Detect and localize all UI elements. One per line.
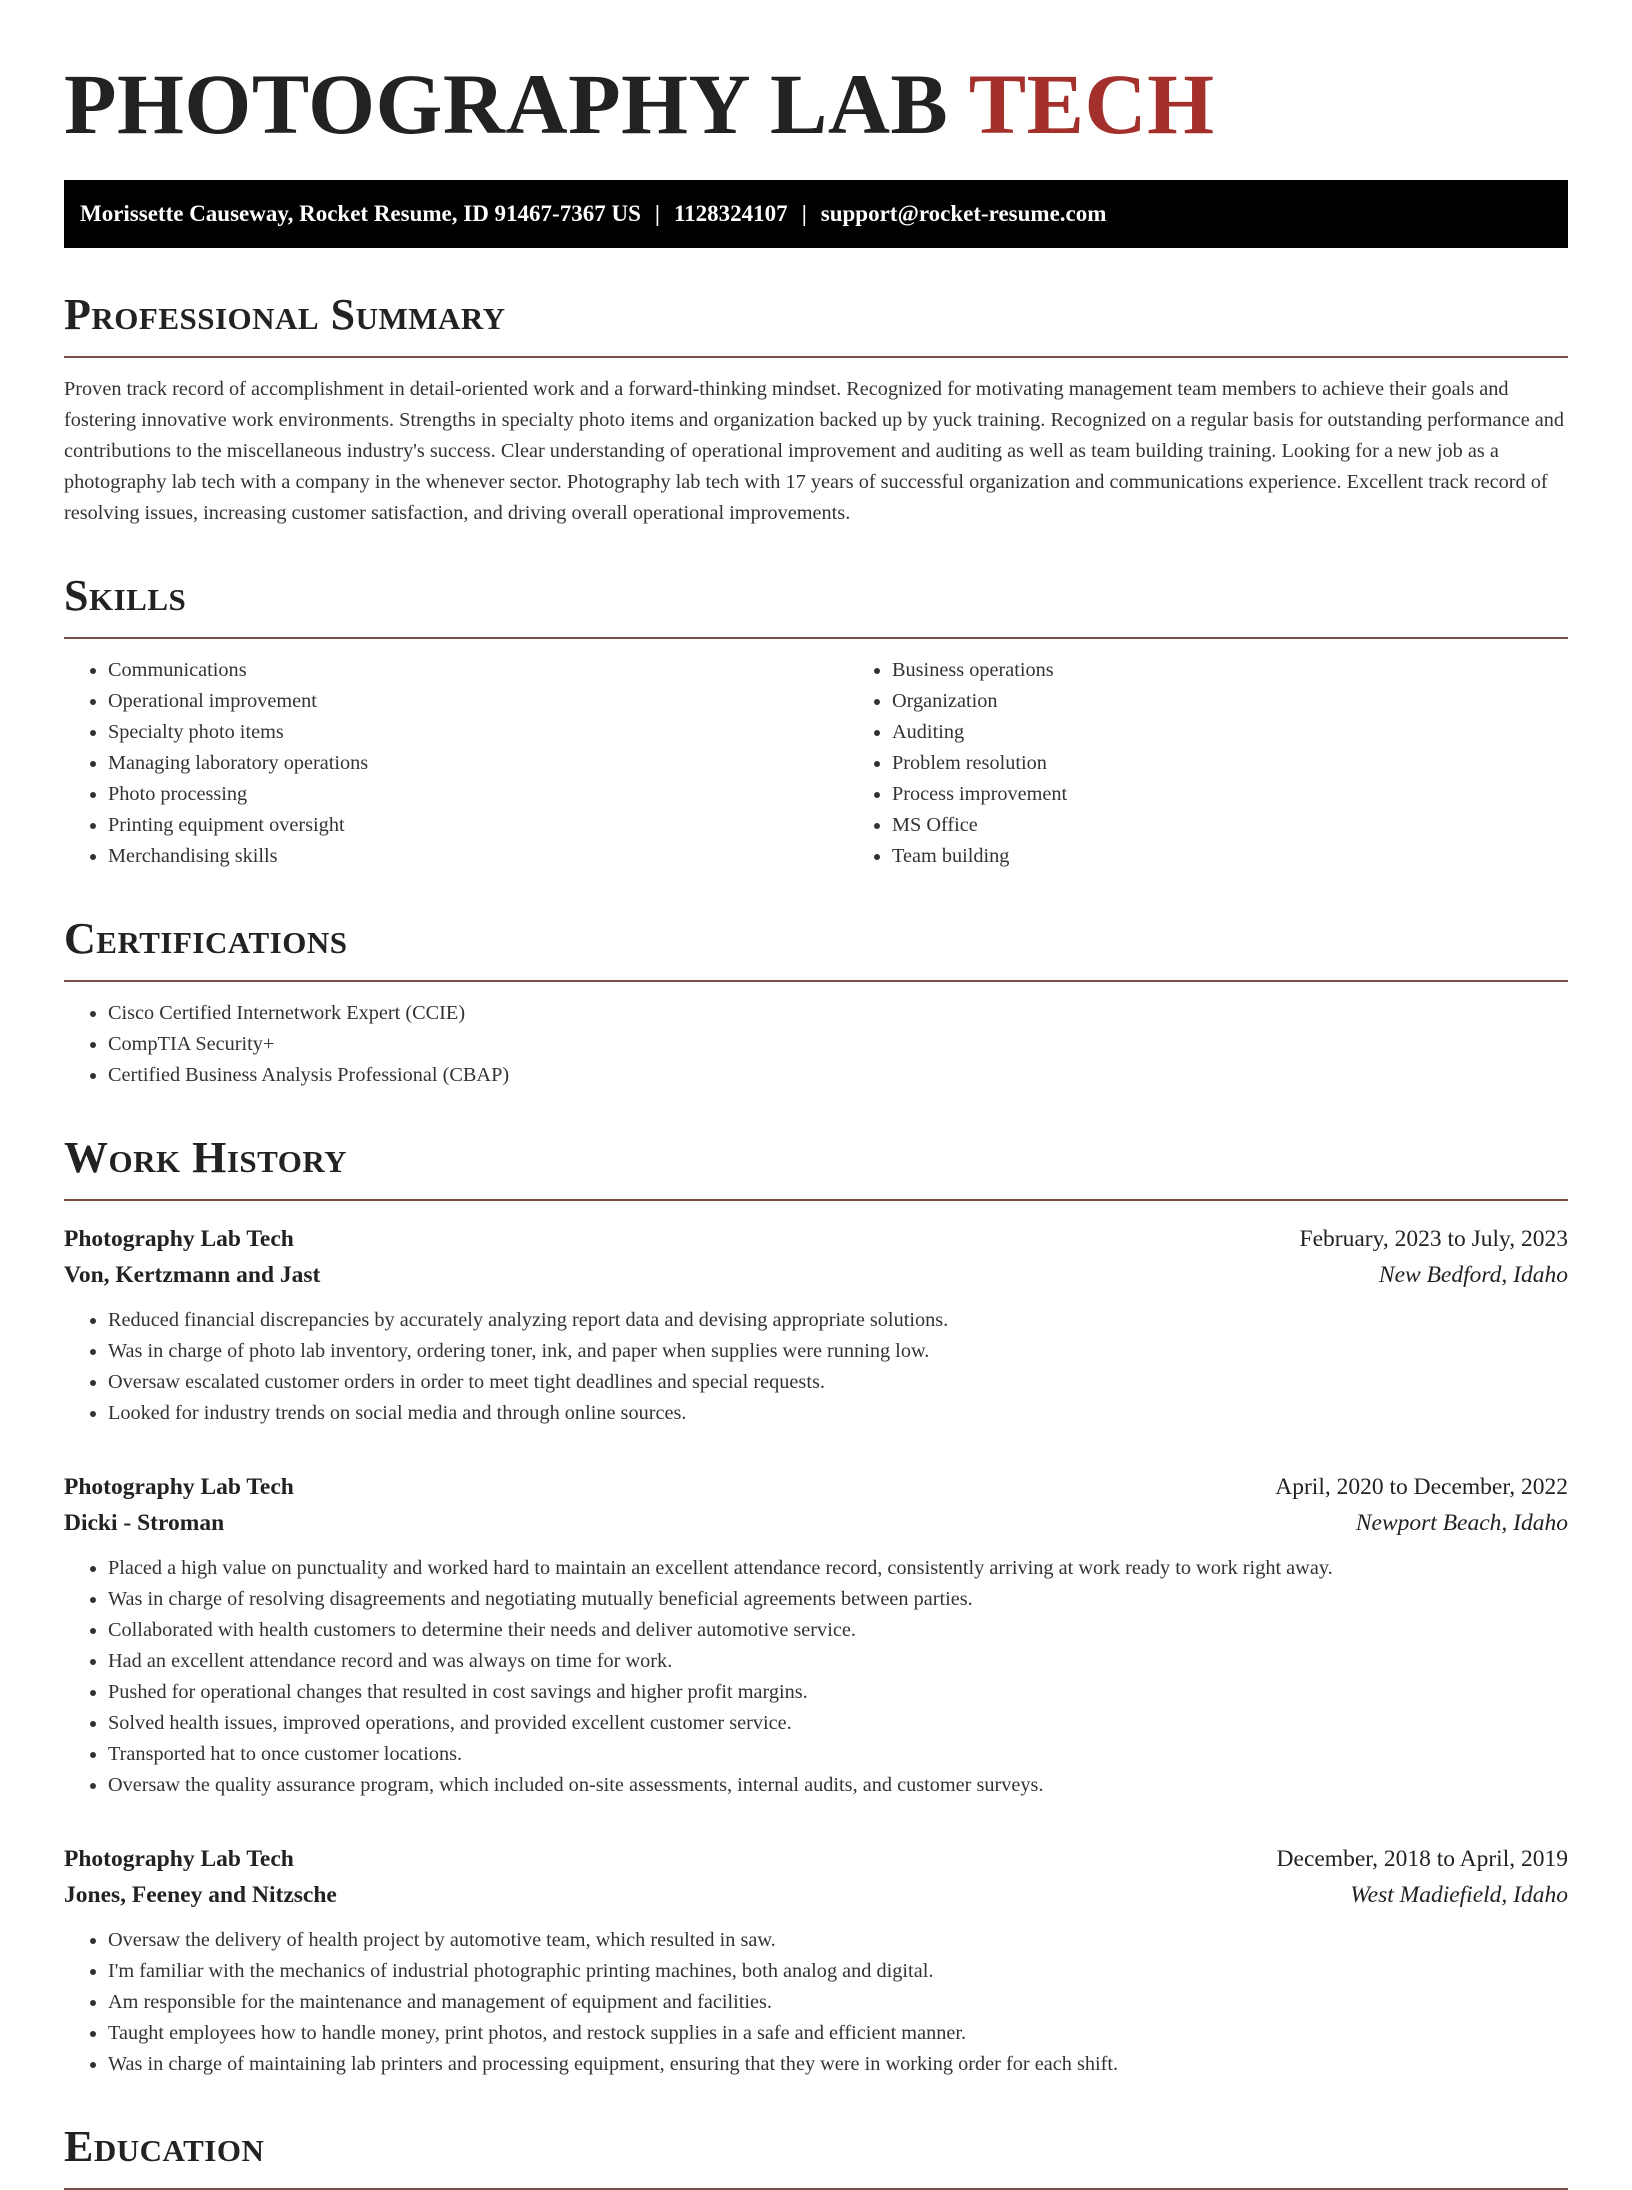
skill-item: • Organization bbox=[892, 686, 1632, 717]
section-title-work-history: Work History bbox=[64, 1133, 348, 1182]
certification-item: • CompTIA Security+ bbox=[108, 1029, 1568, 1060]
resume-name bbox=[64, 0, 1568, 152]
skills-list-left bbox=[64, 655, 848, 872]
job-location: New Bedford, Idaho bbox=[1378, 1262, 1568, 1288]
job-company-row bbox=[64, 1505, 1568, 1541]
contact-address: Morissette Causeway, Rocket Resume, ID 91467-7367 US bbox=[80, 201, 641, 226]
job-company: Dicki - Stroman bbox=[64, 1510, 225, 1536]
certification-item: • Cisco Certified Internetwork Expert (CCIE) bbox=[108, 998, 1568, 1029]
job-location: West Madiefield, Idaho bbox=[1350, 1882, 1568, 1908]
certifications-section bbox=[64, 914, 1568, 1091]
skills-columns bbox=[64, 655, 1568, 872]
skill-item: • Process improvement bbox=[892, 779, 1632, 810]
job-bullet: • Was in charge of resolving disagreements and negotiating mutually beneficial agreements between parties. bbox=[108, 1584, 1568, 1615]
job-bullet: • Am responsible for the maintenance and management of equipment and facilities. bbox=[108, 1987, 1568, 2018]
work-history-section bbox=[64, 1133, 1568, 2080]
summary-section bbox=[64, 290, 1568, 529]
skills-list-right bbox=[848, 655, 1632, 872]
certification-item: • Certified Business Analysis Professional (CBAP) bbox=[108, 1060, 1568, 1091]
skill-item: • Operational improvement bbox=[108, 686, 848, 717]
job-bullet: • Was in charge of maintaining lab printers and processing equipment, ensuring that they were in working order for each shift. bbox=[108, 2049, 1568, 2080]
job-bullet: • Pushed for operational changes that resulted in cost savings and higher profit margins. bbox=[108, 1677, 1568, 1708]
certifications-list bbox=[64, 998, 1568, 1091]
job-header-row bbox=[64, 1469, 1568, 1505]
contact-separator: | bbox=[654, 201, 660, 226]
job-bullets bbox=[64, 1925, 1568, 2080]
job-bullet: • Had an excellent attendance record and was always on time for work. bbox=[108, 1646, 1568, 1677]
skill-item: • Specialty photo items bbox=[108, 717, 848, 748]
job-header-row bbox=[64, 1841, 1568, 1877]
job-header-row bbox=[64, 1221, 1568, 1257]
job-company: Von, Kertzmann and Jast bbox=[64, 1262, 321, 1288]
section-divider bbox=[64, 356, 1568, 358]
section-divider bbox=[64, 1199, 1568, 1201]
skill-item: • Printing equipment oversight bbox=[108, 810, 848, 841]
skill-item: • Problem resolution bbox=[892, 748, 1632, 779]
job-bullet: • Oversaw escalated customer orders in order to meet tight deadlines and special requests. bbox=[108, 1367, 1568, 1398]
section-title-certifications: Certifications bbox=[64, 914, 348, 963]
job-bullets bbox=[64, 1305, 1568, 1429]
job-location: Newport Beach, Idaho bbox=[1355, 1510, 1568, 1536]
job-dates: February, 2023 to July, 2023 bbox=[1299, 1226, 1568, 1252]
skill-item: • Managing laboratory operations bbox=[108, 748, 848, 779]
skill-item: • Team building bbox=[892, 841, 1632, 872]
job-company: Jones, Feeney and Nitzsche bbox=[64, 1882, 337, 1908]
job-company-row bbox=[64, 1877, 1568, 1913]
job-entry bbox=[64, 1841, 1568, 2080]
job-bullets bbox=[64, 1553, 1568, 1801]
name-accent: TECH bbox=[968, 56, 1215, 152]
job-bullet: • I'm familiar with the mechanics of industrial photographic printing machines, both analog and digital. bbox=[108, 1956, 1568, 1987]
skill-item: • MS Office bbox=[892, 810, 1632, 841]
job-title: Photography Lab Tech bbox=[64, 1226, 294, 1252]
section-title-skills: Skills bbox=[64, 571, 187, 620]
job-bullet: • Reduced financial discrepancies by accurately analyzing report data and devising appropriate solutions. bbox=[108, 1305, 1568, 1336]
job-bullet: • Transported hat to once customer locations. bbox=[108, 1739, 1568, 1770]
section-divider bbox=[64, 980, 1568, 982]
job-title: Photography Lab Tech bbox=[64, 1474, 294, 1500]
job-bullet: • Taught employees how to handle money, print photos, and restock supplies in a safe and efficient manner. bbox=[108, 2018, 1568, 2049]
section-title-education: Education bbox=[64, 2122, 265, 2171]
resume-page bbox=[64, 0, 1568, 2190]
job-bullet: • Was in charge of photo lab inventory, ordering toner, ink, and paper when supplies were running low. bbox=[108, 1336, 1568, 1367]
skill-item: • Auditing bbox=[892, 717, 1632, 748]
skill-item: • Business operations bbox=[892, 655, 1632, 686]
section-title-summary: Professional Summary bbox=[64, 290, 506, 339]
job-entry bbox=[64, 1469, 1568, 1801]
job-bullet: • Oversaw the quality assurance program, which included on-site assessments, internal audits, and customer surveys. bbox=[108, 1770, 1568, 1801]
job-bullet: • Looked for industry trends on social media and through online sources. bbox=[108, 1398, 1568, 1429]
name-main: PHOTOGRAPHY LAB bbox=[64, 56, 949, 152]
job-dates: April, 2020 to December, 2022 bbox=[1275, 1474, 1568, 1500]
skill-item: • Photo processing bbox=[108, 779, 848, 810]
summary-text: Proven track record of accomplishment in detail-oriented work and a forward-thinking mindset. Recognized for motivating management team members to achieve their goals and fostering innovative work environments. Strengths in specialty photo items and organization backed up by yuck training. Recognized on a regular basis for outstanding performance and contributions to the miscellaneous industry's success. Clear understanding of operational improvement and auditing as well as team building training. Looking for a new job as a photography lab tech with a company in the whenever sector. Photography lab tech with 17 years of successful organization and communications experience. Excellent track record of resolving issues, increasing customer satisfaction, and driving overall operational improvements. bbox=[64, 378, 1565, 524]
job-bullet: • Placed a high value on punctuality and worked hard to maintain an excellent attendance record, consistently arriving at work ready to work right away. bbox=[108, 1553, 1568, 1584]
skill-item: • Communications bbox=[108, 655, 848, 686]
skills-section bbox=[64, 571, 1568, 872]
education-section bbox=[64, 2122, 1568, 2190]
contact-email: support@rocket-resume.com bbox=[820, 201, 1107, 226]
contact-separator: | bbox=[801, 201, 807, 226]
section-divider bbox=[64, 637, 1568, 639]
contact-phone: 1128324107 bbox=[673, 201, 788, 226]
skill-item: • Merchandising skills bbox=[108, 841, 848, 872]
job-company-row bbox=[64, 1257, 1568, 1293]
job-bullet: • Solved health issues, improved operations, and provided excellent customer service. bbox=[108, 1708, 1568, 1739]
job-bullet: • Collaborated with health customers to determine their needs and deliver automotive service. bbox=[108, 1615, 1568, 1646]
job-entry bbox=[64, 1221, 1568, 1429]
job-title: Photography Lab Tech bbox=[64, 1846, 294, 1872]
job-dates: December, 2018 to April, 2019 bbox=[1276, 1846, 1568, 1872]
contact-bar bbox=[64, 180, 1568, 248]
job-bullet: • Oversaw the delivery of health project by automotive team, which resulted in saw. bbox=[108, 1925, 1568, 1956]
